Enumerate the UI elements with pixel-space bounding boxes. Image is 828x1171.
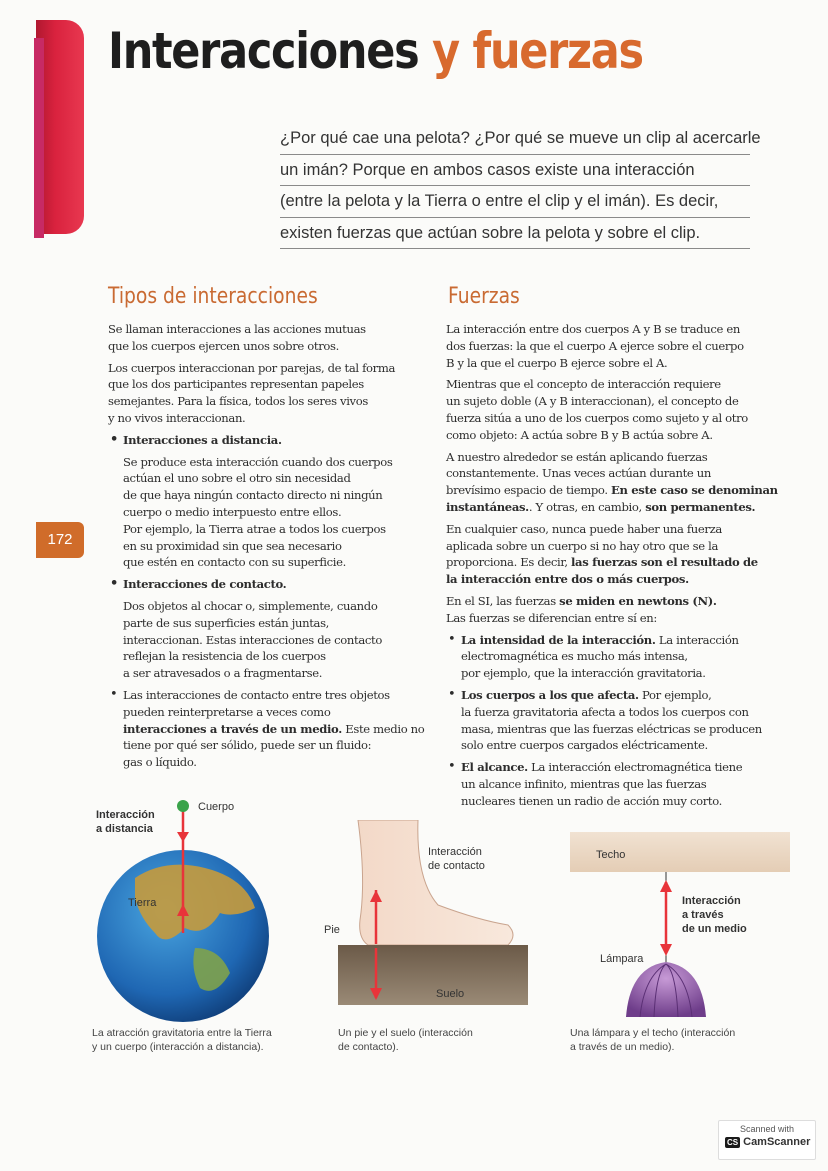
scanner-brand	[725, 1136, 815, 1148]
foot-caption: Un pie y el suelo (interacción de contacto).	[338, 1027, 473, 1053]
earth-illustration	[95, 798, 275, 1023]
right-column	[446, 321, 786, 815]
earth-body-label: Cuerpo	[198, 801, 235, 813]
bullet-text	[108, 687, 433, 771]
intro-line: ¿Por qué cae una pelota? ¿Por qué se mueve un clip al acercarle	[280, 123, 750, 155]
left-column	[108, 321, 433, 776]
text-run-bold: Los cuerpos a los que afecta.	[461, 687, 639, 702]
text-run: La interacción electromagnética tiene un alcance infinito, mientras que las fuerzas nucleares tienen un radio de acción muy corto.	[461, 760, 743, 808]
right-paragraph	[446, 521, 786, 588]
text-run: En cualquier caso, nunca puede haber una fuerza aplicada sobre un cuerpo si no hay otro que se la proporciona. Es decir,	[446, 521, 722, 570]
foot-interaction-label: Interacción de contacto	[428, 846, 485, 872]
bullet-title: • Interacciones de contacto.	[108, 576, 433, 593]
right-paragraph: Mientras que el concepto de interacción requiere un sujeto doble (A y B interaccionan), el concepto de fuerza sitúa a uno de los cuerpos como sujeto y al otro como objeto: A actúa sobre B y B actúa sobre A.	[446, 377, 748, 442]
foot-shape	[358, 820, 513, 945]
foot-label: Pie	[324, 924, 340, 936]
text-run-bold: se miden en newtons (N).	[559, 593, 717, 608]
lamp-label: Lámpara	[600, 953, 644, 965]
intro-block	[280, 123, 761, 249]
text-run-bold: interacciones a través de un medio.	[123, 721, 342, 736]
scanner-watermark	[718, 1120, 816, 1160]
camscanner-icon: CS	[727, 1137, 739, 1147]
bullet-text: Dos objetos al chocar o, simplemente, cuando parte de sus superficies están juntas, interaccionan. Estas interacciones de contacto reflejan la resistencia de los cuerpos a ser atravesados o a fragmentarse.	[123, 598, 382, 681]
intro-line: existen fuerzas que actúan sobre la pelota y sobre el clip.	[280, 218, 750, 250]
title-part-1: Interacciones	[108, 22, 419, 80]
ground-label: Suelo	[436, 988, 465, 1000]
text-run: Las interacciones de contacto entre tres objetos pueden reinterpretarse a veces como	[123, 687, 390, 719]
right-paragraph	[446, 449, 786, 516]
text-run-bold: En este caso se denominan instantáneas.	[446, 483, 778, 514]
title-part-2: y fuerzas	[432, 22, 643, 80]
scanner-name: CamScanner	[743, 1136, 811, 1148]
right-heading: Fuerzas	[448, 284, 520, 309]
left-paragraph: Se llaman interacciones a las acciones mutuas que los cuerpos ejercen unos sobre otros.	[108, 322, 366, 353]
right-heading-wrap	[448, 284, 532, 309]
bullet-text	[446, 632, 786, 682]
text-run: Por ejemplo, la fuerza gravitatoria afecta a todos los cuerpos con masa, mientras que las fuerzas eléctricas se producen solo entre cuerpos cargados eléctricamente.	[461, 687, 762, 753]
text-run: Este medio no tiene por qué ser sólido, puede ser un fluido: gas o líquido.	[123, 721, 425, 770]
text-run: . Y otras, en cambio,	[528, 499, 646, 514]
chapter-tab-stripe	[34, 38, 44, 238]
left-paragraph: Los cuerpos interaccionan por parejas, de tal forma que los dos participantes representan papeles semejantes. Para la física, todos los seres vivos y no vivos interaccionan.	[108, 360, 396, 425]
ceiling-label: Techo	[596, 849, 626, 861]
page-title	[108, 22, 643, 80]
text-run: A nuestro alrededor se están aplicando fuerzas constantemente. Unas veces actúan durante un brevísimo espacio de tiempo.	[446, 449, 711, 498]
text-run: Las fuerzas se diferencian entre sí en:	[446, 610, 657, 625]
text-run: La interacción electromagnética es mucho más intensa, por ejemplo, que la interacción gravitatoria.	[461, 632, 739, 681]
bullet-text	[446, 687, 786, 754]
text-run: En el SI, las fuerzas	[446, 593, 560, 608]
lamp-interaction-label: Interacción a través de un medio	[682, 895, 747, 935]
earth-interaction-label: Interacción a distancia	[96, 809, 155, 835]
ground-block	[338, 945, 528, 1005]
arrow-head	[177, 832, 189, 842]
intro-line: (entre la pelota y la Tierra o entre el clip y el imán). Es decir,	[280, 186, 750, 218]
text-run-bold: son permanentes.	[645, 499, 756, 514]
page-number: 172	[36, 522, 84, 558]
text-run-bold: las fuerzas son el resultado de la interacción entre dos o más cuerpos.	[446, 555, 758, 587]
left-heading-wrap	[108, 284, 355, 309]
text-run-bold: La intensidad de la interacción.	[461, 632, 656, 647]
earth-label: Tierra	[128, 897, 157, 909]
right-paragraph	[446, 593, 786, 627]
arrow-head	[660, 944, 672, 956]
bullet-title: • Interacciones a distancia.	[108, 432, 433, 449]
intro-line: un imán? Porque en ambos casos existe una interacción	[280, 155, 750, 187]
left-heading: Tipos de interacciones	[108, 284, 318, 309]
scanner-line: Scanned with	[739, 1124, 795, 1134]
lamp-shade	[626, 962, 706, 1017]
earth-caption: La atracción gravitatoria entre la Tierra y un cuerpo (interacción a distancia).	[92, 1027, 272, 1053]
arrow-head	[660, 880, 672, 892]
body-ball	[177, 800, 189, 812]
text-run-bold: El alcance.	[461, 760, 528, 775]
right-paragraph: La interacción entre dos cuerpos A y B se traduce en dos fuerzas: la que el cuerpo A ejerce sobre el cuerpo B y la que el cuerpo B ejerce sobre el A.	[446, 322, 744, 370]
bullet-text	[446, 759, 786, 809]
lamp-caption: Una lámpara y el techo (interacción a través de un medio).	[570, 1027, 736, 1053]
bullet-text: Se produce esta interacción cuando dos cuerpos actúan el uno sobre el otro sin necesidad de que haya ningún contacto directo ni ningún cuerpo o medio interpuesto entre ellos. Por ejemplo, la Tierra atrae a todos los cuerpos en su proximidad sin que sea necesario que estén en contacto con su superficie.	[123, 454, 393, 570]
